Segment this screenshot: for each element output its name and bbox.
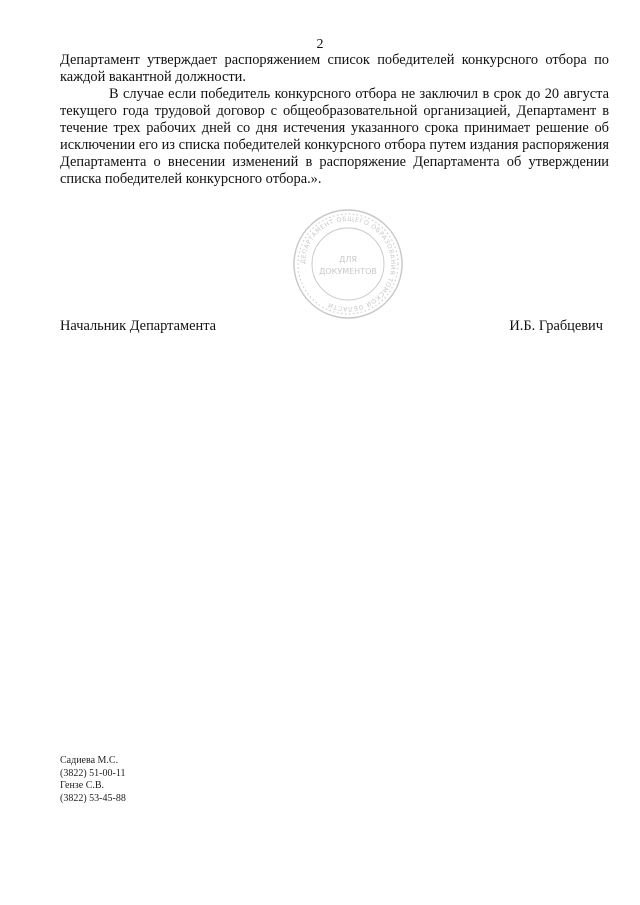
page-number: 2 [316,37,324,52]
stamp-center-line1: ДЛЯ [339,255,357,264]
stamp-outer-circle [294,210,402,318]
paragraph-approval: Департамент утверждает распоряжением список победителей конкурсного отбора по каждой вакантной должности. [60,52,609,85]
paragraph-exclusion: В случае если победитель конкурсного отбора не заключил в срок до 20 августа текущего года трудовой договор с общеобразовательной организацией, Департамент в течение трех рабочих дней со дня истечения указанного срока принимает решение об исключении его из списка победителей конкурсного отбора путем издания распоряжения Департамента о внесении изменений в распоряжение Департамента об утверждении списка победителей конкурсного отбора.». [60,86,609,187]
contact-phone-2: (3822) 53-45-88 [60,792,126,804]
document-body [60,52,609,188]
contact-name-1: Садиева М.С. [60,755,119,766]
stamp-inner-circle [312,228,384,300]
stamp-dotted-ring [298,214,398,314]
signatory-name: И.Б. Грабцевич [509,318,603,334]
contact-name-2: Гензе С.В. [60,780,105,791]
stamp-ring-text: ДЕПАРТАМЕНТ ОБЩЕГО ОБРАЗОВАНИЯ ТОМСКОЙ ОБЛАСТИ [299,215,397,313]
signature-block [60,318,603,335]
contact-info [60,755,126,805]
stamp-center-line2: ДОКУМЕНТОВ [319,267,377,276]
signatory-position: Начальник Департамента [60,318,217,334]
official-stamp [292,208,404,320]
contact-phone-1: (3822) 51-00-11 [60,767,126,779]
